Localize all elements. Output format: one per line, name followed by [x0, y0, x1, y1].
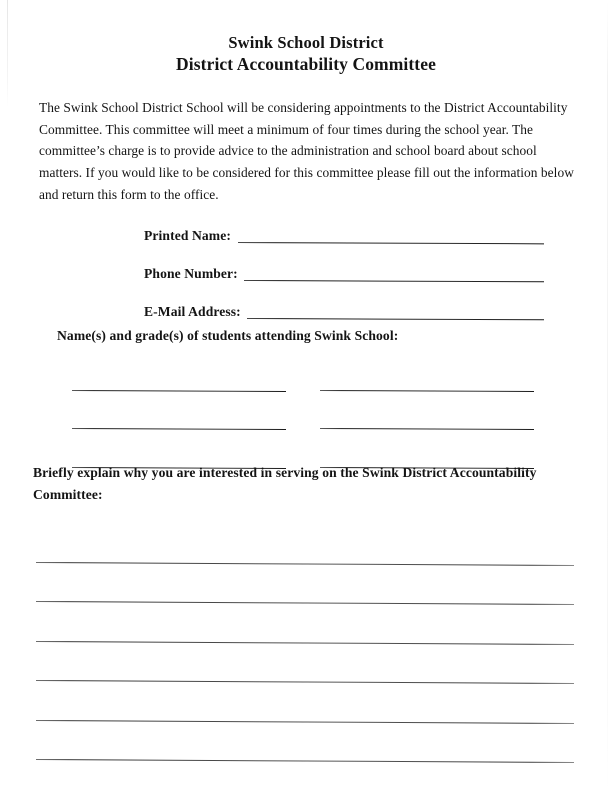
field-row-phone-number — [144, 246, 544, 284]
explain-heading-line-1: Briefly explain why you are interested in serving on the Swink District Accountability — [33, 465, 537, 480]
title-line-district: Swink School District — [228, 33, 384, 52]
writing-line-6[interactable] — [36, 759, 574, 763]
title-line-committee: District Accountability Committee — [176, 54, 436, 74]
field-label-email-address: E-Mail Address: — [144, 304, 241, 319]
writing-line-wrap — [36, 602, 574, 642]
field-label-phone-number: Phone Number: — [144, 266, 238, 281]
writing-line-wrap — [36, 563, 574, 603]
writing-line-wrap — [36, 721, 574, 761]
field-rule-printed-name[interactable] — [238, 242, 544, 244]
document-title — [0, 32, 612, 76]
field-row-printed-name — [144, 208, 544, 246]
students-section-heading: Name(s) and grade(s) of students attending Swink School: — [57, 328, 399, 343]
students-grid-row — [72, 352, 534, 391]
field-label-printed-name: Printed Name: — [144, 228, 231, 243]
writing-line-wrap — [36, 523, 574, 563]
explain-writing-lines — [36, 523, 574, 760]
explain-section-heading — [33, 462, 585, 506]
intro-paragraph: The Swink School District School will be considering appointments to the District Accountability Committee. This committee will meet a minimum of four times during the school year. The committee’s charge is to provide advice to the administration and school board about school matters. If you would like to be considered for this committee please fill out the information below and return this form to the office. — [39, 100, 574, 202]
writing-line-wrap — [36, 681, 574, 721]
scan-edge-artifact-right — [607, 0, 608, 792]
students-grid-row — [72, 391, 534, 430]
writing-line-wrap — [36, 642, 574, 682]
field-row-email-address — [144, 284, 544, 322]
explain-heading-line-2: Committee: — [33, 487, 103, 502]
field-rule-phone-number[interactable] — [244, 280, 544, 282]
students-entry-grid — [72, 352, 534, 468]
field-rule-email-address[interactable] — [247, 318, 544, 320]
contact-fields — [144, 208, 544, 322]
